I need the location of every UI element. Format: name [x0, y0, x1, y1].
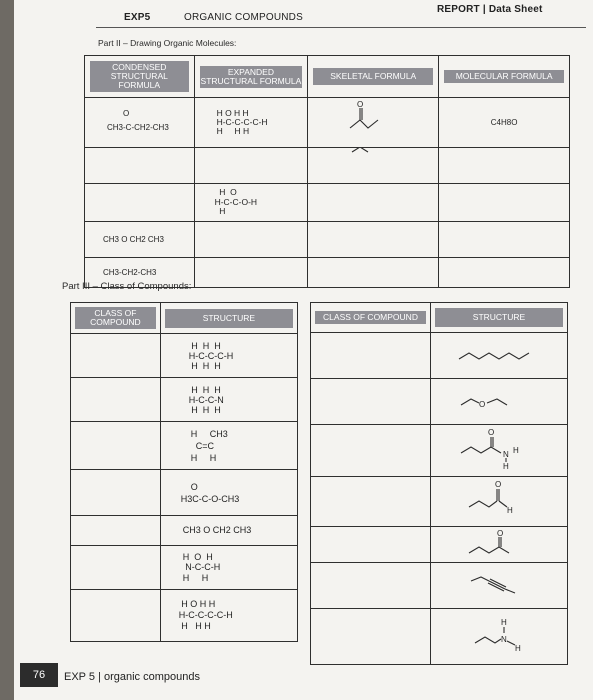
p3r-h2 — [431, 303, 568, 333]
p3r-struct-cell-3 — [431, 425, 568, 477]
p3l-struct-5: CH3 O CH2 CH3 — [182, 524, 252, 535]
svg-text:H: H — [515, 644, 521, 653]
p3l-struct-cell-1 — [160, 334, 297, 378]
condensed-formula-5: CH3-CH2-CH3 — [103, 268, 157, 277]
p3l-class-2 — [71, 378, 161, 422]
svg-text:H: H — [501, 618, 507, 627]
p3r-struct-cell-7 — [431, 609, 568, 665]
p3l-col-class: CLASS OF COMPOUND — [75, 307, 156, 329]
p3l-struct-cell-3 — [160, 422, 297, 470]
svg-text:O: O — [479, 400, 486, 409]
p3r-class-7 — [311, 609, 431, 665]
exp-label: EXP5 — [124, 12, 151, 23]
p3r-class-4 — [311, 477, 431, 527]
part2-col-condensed: CONDENSED STRUCTURAL FORMULA — [90, 61, 189, 92]
part2-r5-skeletal — [308, 258, 439, 288]
part2-r1-condensed — [85, 98, 195, 148]
part2-r3-expanded — [194, 184, 308, 222]
part2-r1-skeletal — [308, 98, 439, 148]
p3r-struct-cell-1 — [431, 333, 568, 379]
p3r-class-1 — [311, 333, 431, 379]
condensed-formula-4: CH3 O CH2 CH3 — [103, 235, 164, 244]
p3l-struct-7: H O H H H-C-C-C-C-H H H H — [178, 599, 233, 631]
p3l-struct-cell-5 — [160, 516, 297, 546]
part2-col-expanded: EXPANDED STRUCTURAL FORMULA — [200, 66, 302, 86]
p3l-struct-2: H H H H-C-C-N H H H — [188, 384, 224, 415]
p3r-struct-cell-6 — [431, 563, 568, 609]
p3l-struct-1: H H H H-C-C-C-H H H H — [188, 340, 234, 371]
p3r-class-6 — [311, 563, 431, 609]
part3-heading: Part III – Class of Compounds: — [62, 281, 192, 292]
aldehyde-skeletal-icon — [431, 477, 567, 521]
part2-r3-condensed — [85, 184, 195, 222]
p3l-struct-cell-2 — [160, 378, 297, 422]
part2-col-skeletal: SKELETAL FORMULA — [313, 68, 433, 85]
p3l-struct-4: O H3C-C-O-CH3 — [180, 481, 240, 504]
svg-text:N: N — [503, 450, 509, 459]
part2-r4-expanded — [194, 222, 308, 258]
molecular-formula-1: C4H8O — [490, 118, 518, 127]
expanded-formula-1: H O H H H-C-C-C-C-H H H H — [216, 108, 268, 136]
data-sheet — [14, 0, 593, 700]
p3l-class-6 — [71, 546, 161, 590]
p3r-struct-cell-2 — [431, 379, 568, 425]
expanded-formula-3: H O H-C-C-O-H H — [214, 187, 258, 217]
svg-text:O: O — [495, 480, 502, 489]
amide-skeletal-icon — [431, 425, 567, 471]
part2-r4-skeletal — [308, 222, 439, 258]
report-label: REPORT | Data Sheet — [437, 4, 543, 15]
p3l-class-5 — [71, 516, 161, 546]
p3l-class-3 — [71, 422, 161, 470]
p3l-struct-cell-7 — [160, 590, 297, 642]
part2-r3-skeletal — [308, 184, 439, 222]
part2-r5-expanded — [194, 258, 308, 288]
ketone-skeletal-icon — [431, 527, 567, 557]
alkyne-skeletal-icon — [431, 563, 567, 603]
part2-table — [84, 55, 570, 288]
part2-r2-skeletal — [308, 148, 439, 184]
p3l-h2 — [160, 303, 297, 334]
part3-left-table — [70, 302, 298, 642]
skeletal-ketone-drawing — [308, 98, 438, 142]
page-title: ORGANIC COMPOUNDS — [184, 12, 303, 23]
part2-r2-condensed — [85, 148, 195, 184]
p3r-struct-cell-5 — [431, 527, 568, 563]
part2-r5-molecular — [439, 258, 570, 288]
part3-right-table — [310, 302, 568, 665]
part2-r1-expanded — [194, 98, 308, 148]
p3r-class-2 — [311, 379, 431, 425]
p3l-col-structure: STRUCTURE — [165, 309, 293, 328]
p3r-struct-cell-4 — [431, 477, 568, 527]
p3l-class-7 — [71, 590, 161, 642]
p3l-struct-6: H O H N-C-C-H H H — [182, 551, 221, 583]
header-rule — [96, 27, 586, 28]
part2-col-molecular: MOLECULAR FORMULA — [444, 70, 564, 83]
part2-cell-h2 — [194, 56, 308, 98]
p3l-class-1 — [71, 334, 161, 378]
svg-text:H: H — [513, 446, 519, 455]
part2-r1-molecular — [439, 98, 570, 148]
part2-r4-condensed — [85, 222, 195, 258]
ether-skeletal-icon — [431, 379, 567, 419]
svg-text:O: O — [488, 428, 495, 437]
skeletal-zigzag-drawing — [308, 148, 438, 178]
footer-text: EXP 5 | organic compounds — [64, 671, 200, 683]
page-number: 76 — [20, 663, 58, 687]
alkane-skeletal-icon — [431, 333, 567, 373]
p3r-h1 — [311, 303, 431, 333]
p3r-col-class: CLASS OF COMPOUND — [315, 311, 426, 324]
part2-r2-molecular — [439, 148, 570, 184]
condensed-formula-1: CH3-C-CH2-CH3 — [107, 122, 169, 132]
condensed-oxygen: O — [123, 108, 130, 118]
svg-text:O: O — [497, 529, 504, 538]
p3r-class-5 — [311, 527, 431, 563]
part2-cell-h3 — [308, 56, 439, 98]
p3l-struct-cell-4 — [160, 470, 297, 516]
part2-heading: Part II – Drawing Organic Molecules: — [98, 38, 237, 48]
p3l-struct-cell-6 — [160, 546, 297, 590]
p3r-col-structure: STRUCTURE — [435, 308, 563, 327]
svg-text:H: H — [507, 506, 513, 515]
amine-skeletal-icon — [431, 609, 567, 659]
p3r-class-3 — [311, 425, 431, 477]
part2-cell-h4 — [439, 56, 570, 98]
p3l-struct-3: H CH3 C=C H H — [190, 428, 228, 463]
part2-r4-molecular — [439, 222, 570, 258]
svg-text:O: O — [357, 100, 364, 109]
footer — [14, 663, 593, 689]
svg-text:H: H — [503, 462, 509, 471]
part2-r3-molecular — [439, 184, 570, 222]
svg-text:N: N — [501, 635, 507, 644]
part2-r2-expanded — [194, 148, 308, 184]
part2-cell-h1 — [85, 56, 195, 98]
p3l-h1 — [71, 303, 161, 334]
p3l-class-4 — [71, 470, 161, 516]
